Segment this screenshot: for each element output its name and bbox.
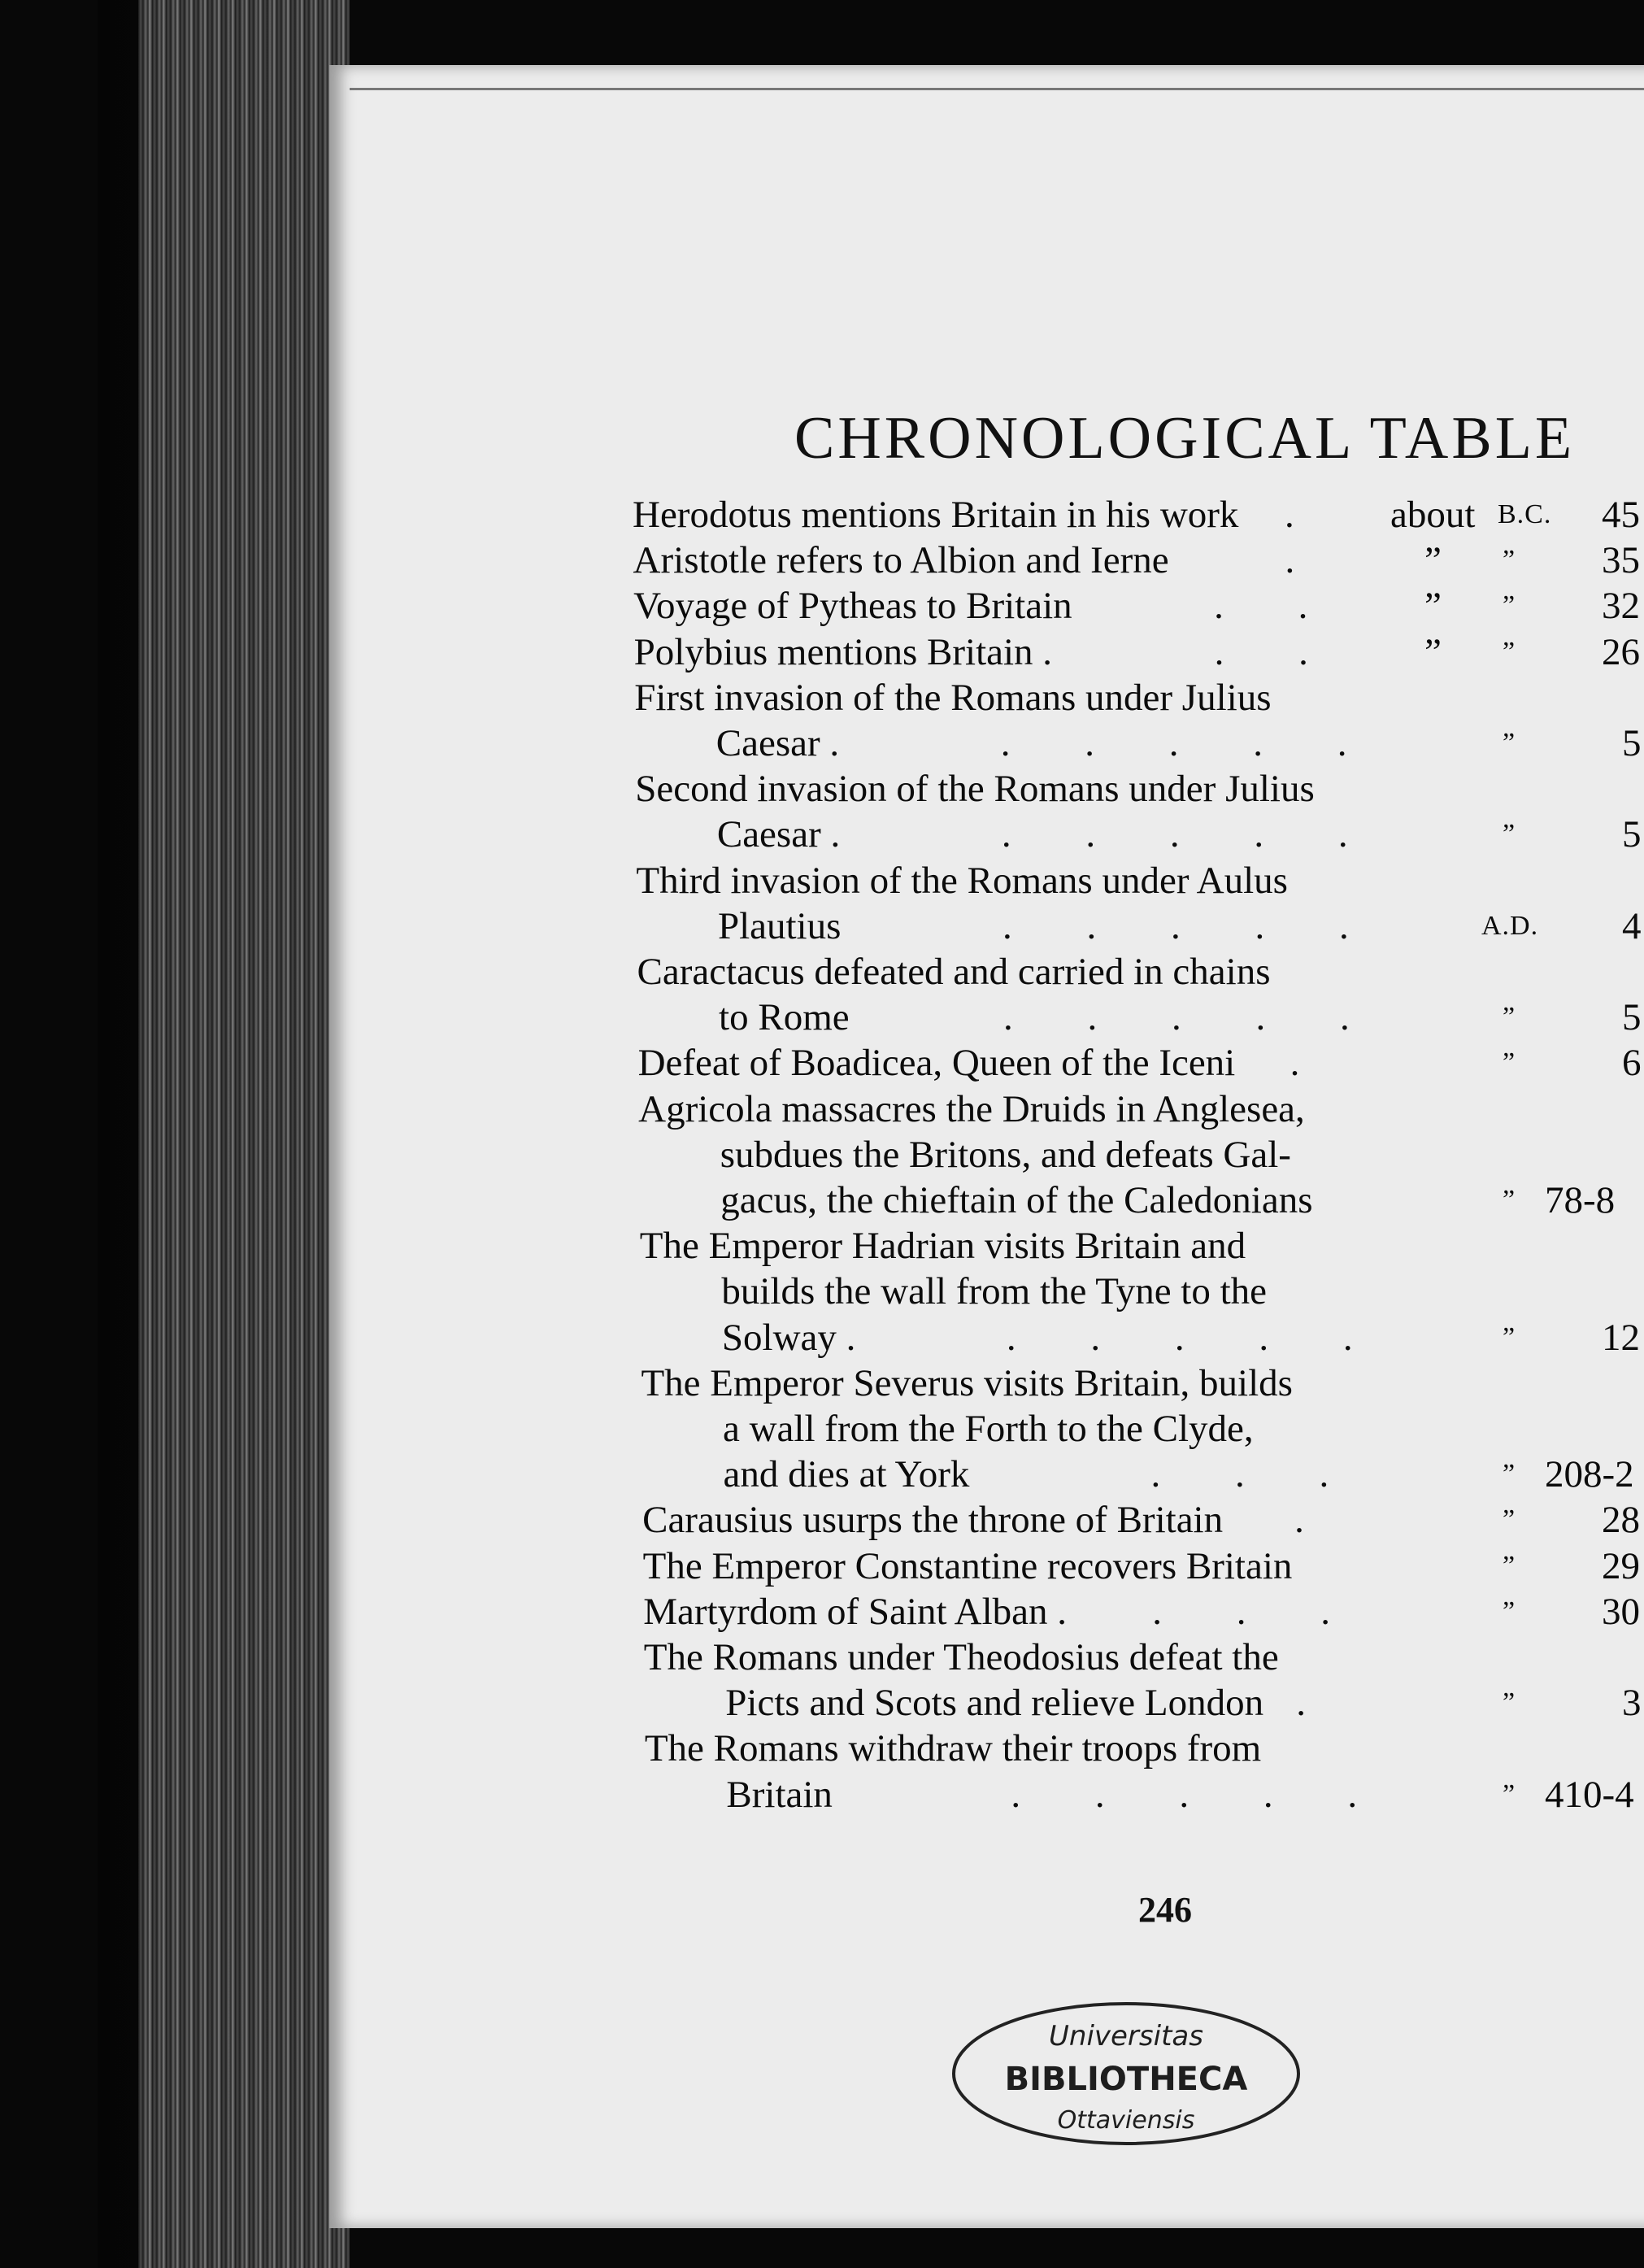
era-label: ” [1503,590,1516,621]
era-label: B.C. [1498,499,1552,529]
year-value: 208-2 [1545,1453,1634,1496]
entry-text: The Emperor Constantine recovers Britain [642,1544,1293,1587]
page-top-rule [350,88,1644,90]
table-row-continuation [0,1407,1644,1454]
table-row-continuation [0,1178,1644,1225]
page-title: CHRONOLOGICAL TABLE [794,405,1576,472]
table-row-continuation [0,1316,1644,1363]
entry-text: The Romans under Theodosius defeat the [643,1636,1279,1678]
table-row-continuation [0,1681,1644,1728]
leader-dots: . . . . . [1011,1773,1390,1816]
entry-text: First invasion of the Romans under Julius [634,676,1272,719]
era-label: ” [1503,1504,1516,1535]
stamp-middle-text: BIBLIOTHECA [1004,2061,1248,2098]
year-value: 5 [1622,813,1642,856]
table-row [0,950,1644,997]
table-row-continuation [0,721,1644,768]
era-label: ” [1503,1778,1516,1809]
table-row [0,1087,1644,1134]
entry-text: Carausius usurps the throne of Britain [642,1499,1224,1542]
entry-text: Caesar . [715,722,840,764]
leader-dots: . . . [1152,1590,1363,1633]
table-row-continuation [0,904,1644,951]
entry-text: The Emperor Hadrian visits Britain and [639,1225,1246,1268]
era-label: ” [1503,1687,1516,1718]
era-label: ” [1503,819,1516,850]
year-value: 30 [1602,1590,1640,1633]
table-row [0,1544,1644,1591]
year-value: 4 [1622,904,1642,947]
entry-text: Defeat of Boadicea, Queen of the Iceni [637,1042,1236,1085]
entry-text: and dies at York [723,1453,970,1496]
entry-text: a wall from the Forth to the Clyde, [723,1408,1254,1450]
entry-text: gacus, the chieftain of the Caledonians [720,1179,1313,1221]
leader-dots: . . [1214,585,1341,628]
table-row [0,584,1644,631]
leader-dots: . [1296,1682,1339,1725]
entry-text: builds the wall from the Tyne to the [721,1270,1268,1313]
leader-dots: . [1294,1499,1337,1542]
date-qualifier: ” [1424,539,1442,582]
entry-text: Herodotus mentions Britain in his work [633,494,1239,536]
leader-dots: . . [1214,630,1341,673]
year-value: 45 [1602,494,1640,536]
entry-text: Martyrdom of Saint Alban . [643,1590,1068,1633]
table-row [0,859,1644,906]
year-value: 78-8 [1545,1179,1616,1221]
year-value: 35 [1602,539,1640,582]
entry-text: Agricola massacres the Druids in Anglesea, [638,1087,1305,1130]
entry-text: The Romans withdraw their troops from [644,1727,1262,1770]
year-value: 6 [1622,1042,1642,1085]
table-row [0,1224,1644,1271]
leader-dots: . . . . . [1001,813,1381,856]
leader-dots: . . . [1150,1453,1362,1496]
table-row [0,630,1644,677]
leader-dots: . . . . . [1006,1316,1385,1359]
year-value: 32 [1602,585,1640,628]
table-row-continuation [0,1773,1644,1820]
table-row [0,493,1644,540]
year-value: 5 [1622,722,1642,764]
entry-text: Plautius [717,904,842,947]
year-value: 29 [1602,1544,1640,1587]
era-label: ” [1503,1595,1516,1626]
entry-text: to Rome [719,996,850,1039]
year-value: 26 [1602,630,1640,673]
entry-text: Caesar . [716,813,841,856]
era-label: ” [1503,545,1516,576]
entry-text: Second invasion of the Romans under Julius [635,768,1315,811]
table-row [0,1726,1644,1774]
entry-text: Picts and Scots and relieve London [725,1682,1264,1725]
entry-text: The Emperor Severus visits Britain, builds [641,1361,1293,1404]
era-label: ” [1503,1550,1516,1581]
entry-text: Third invasion of the Romans under Aulus [636,859,1288,902]
date-qualifier: ” [1424,630,1442,673]
table-row-continuation [0,812,1644,860]
entry-text: Caractacus defeated and carried in chains [637,951,1271,993]
era-label: ” [1503,1002,1516,1033]
table-row [0,1041,1644,1088]
library-stamp [947,1996,1305,2151]
table-row-continuation [0,1269,1644,1317]
year-value: 5 [1622,996,1642,1039]
table-row [0,538,1644,586]
table-row [0,676,1644,723]
table-row-continuation [0,995,1644,1043]
table-row [0,767,1644,814]
entry-text: Aristotle refers to Albion and Ierne [633,539,1169,582]
entry-text: subdues the Britons, and defeats Gal- [720,1133,1291,1176]
leader-dots: . [1285,539,1328,582]
entry-text: Britain [726,1773,833,1816]
date-qualifier: ” [1424,585,1442,628]
leader-dots: . . . . . [1003,996,1382,1039]
table-row-continuation [0,1133,1644,1180]
leader-dots: . [1290,1042,1333,1085]
era-label: ” [1503,1321,1516,1352]
leader-dots: . . . . . [1000,722,1380,764]
year-value: 3 [1622,1682,1642,1725]
table-row [0,1361,1644,1408]
entry-text: Solway . [721,1316,856,1359]
leader-dots: . [1285,494,1327,536]
year-value: 28 [1602,1499,1640,1542]
stamp-bottom-text: Ottaviensis [1057,2106,1195,2135]
year-value: 410-4 [1545,1773,1634,1816]
page-number: 246 [1138,1890,1192,1930]
era-label: A.D. [1481,910,1539,941]
era-label: ” [1503,1459,1516,1490]
year-value: 12 [1602,1316,1640,1359]
era-label: ” [1503,636,1516,667]
date-qualifier: about [1390,494,1476,536]
era-label: ” [1503,728,1516,758]
table-row [0,1635,1644,1682]
leader-dots: . . . . . [1002,904,1381,947]
entry-text: Voyage of Pytheas to Britain [633,585,1072,628]
table-row-continuation [0,1452,1644,1500]
stamp-top-text: Universitas [1049,2020,1203,2053]
table-row [0,1498,1644,1545]
era-label: ” [1503,1047,1516,1078]
table-row [0,1590,1644,1637]
era-label: ” [1503,1185,1516,1215]
entry-text: Polybius mentions Britain . [633,630,1053,673]
